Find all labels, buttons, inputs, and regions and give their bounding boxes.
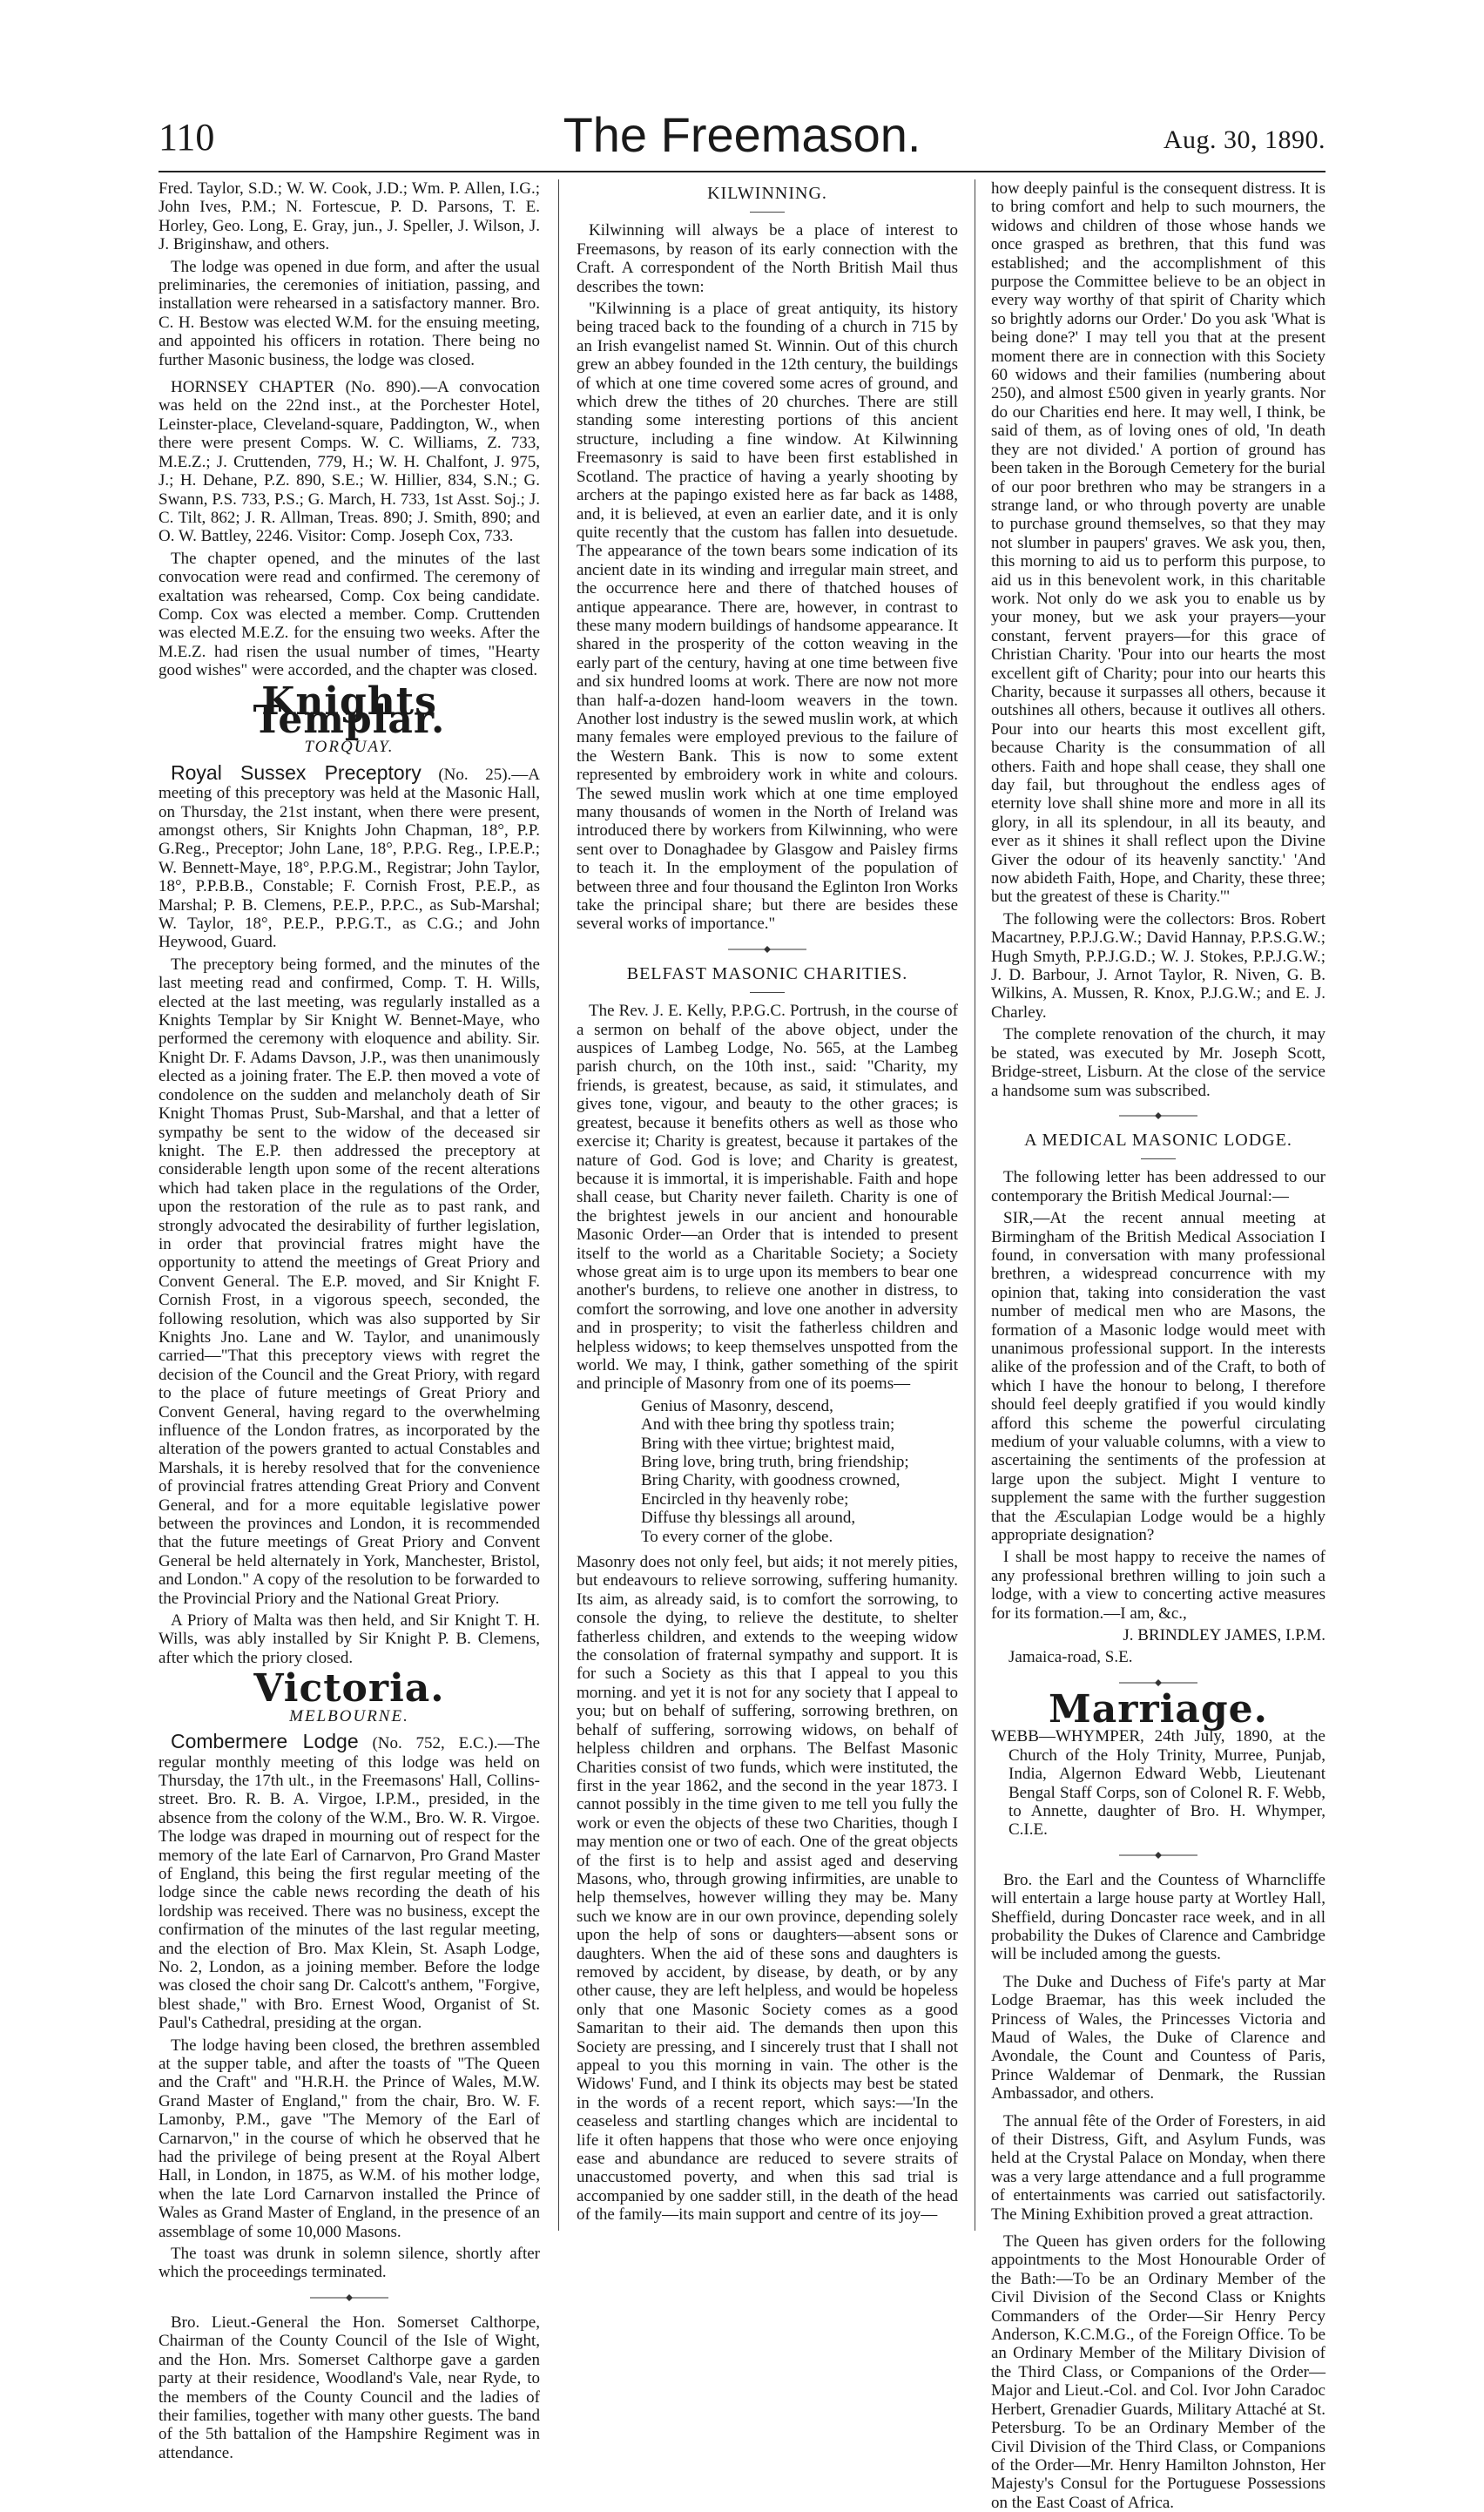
issue-date: Aug. 30, 1890. [1163,125,1325,154]
place-heading: MELBOURNE. [289,1706,409,1725]
lodge-name: Combermere Lodge [171,1730,359,1753]
letter-signature: J. BRINDLEY JAMES, I.P.M. [1123,1626,1325,1645]
masthead-rule [159,171,1325,172]
paragraph: The lodge having been closed, the brethren assembled at the supper table, and after the toasts of "The Queen and the Craft" and "H.R.H. the Prince of Wales, M.W. Grand Master of England," from the chair, Bro. W. F. Lamonby, P.M., gave "The Memory of the Earl of Carnarvon," in the course of which he observed that he had the privilege of being present at the Royal Albert Hall, in London, in 1875, as W.M. of his mother lodge, when the late Lord Carnarvon installed the Prince of Wales as Grand Master of England, in the presence of an assemblage of some 10,000 Masons. [159,2036,540,2241]
section-heading-marriage: Marriage. [1049,1686,1268,1732]
section-separator [1119,1850,1197,1860]
marriage-notice: WEBB—WHYMPER, 24th July, 1890, at the Church of the Holy Trinity, Murree, Punjab, India, Algernon Edward Webb, Lieutenant Bengal Staff Corps, son of Colonel R. F. Webb, to Annette, daughter of Bro. H. Whymper, C.I.E. [991,1727,1325,1840]
paragraph: how deeply painful is the consequent distress. It is to bring comfort and help to such mourners, the widows and children of those whose hands we once grasped as brethren, that this fund was established; and the accomplishment of this purpose the Committee believe to be an object in every way worthy of that spirit of Charity which so brightly adorns our Order.' Do you ask 'What is being done?' I may tell you that at the present moment there are in connection with this Society 60 widows and their families (numbering about 250), and almost £500 given in yearly grants. Nor do our Charities end here. It may well, I think, be said of them, as of loving ones of old, 'In death they are not divided.' A portion of ground has been taken in the Borough Cemetery for the burial of our poor brethren who may be strangers in a strange land, or who through poverty are unable to purchase ground themselves, so that they may not slumber in paupers' graves. We ask you, then, this morning to aid us to perform this purpose, to aid us in this benevolent work, in this charitable work. Not only do we ask you to enable us by your money, but we ask your prayers—your constant, fervent prayers—for this grace of Christian Charity. 'Pour into our hearts the most excellent gift of Charity; pour into our hearts this Charity, because it surpasses all others, because it outshines all others, because it outlives all others. Pour into our hearts this most excellent gift, because Charity is the consummation of all others. Faith and hope shall cease, they shall one day fail, but throughout the endless ages of eternity love shall shine more and more in all its glory, in all its splendour, in all its beauty, and ever as it shines it shall reflect upon the Divine Giver the odour of its heavenly sanctity.' 'And now abideth Faith, Hope, and Charity, these three; but the greatest of these is Charity.'" [991,179,1325,907]
lodge-name: Royal Sussex Preceptory [171,760,422,784]
paragraph: Kilwinning will always be a place of interest to Freemasons, by reason of its early connection with the Craft. A correspondent of the North British Mail thus describes the town: [577,221,958,296]
poem-line: And with thee bring thy spotless train; [641,1415,895,1435]
paragraph: The lodge was opened in due form, and after the usual preliminaries, the ceremonies of initiation, passing, and installation were rehearsed in a satisfactory manner. Bro. C. H. Bestow was elected W.M. for the ensuing meeting, and appointed his officers in rotation. There being no further Masonic business, the lodge was closed. [159,257,540,369]
section-heading-belfast-charities: BELFAST MASONIC CHARITIES. [626,963,908,983]
paragraph: SIR,—At the recent annual meeting at Birmingham of the British Medical Association I found, in conversation with many professional brethren, a widespread concurrence with my opinion that, taking into consideration the vast number of medical men who are Masons, the formation of a Masonic lodge would meet with unanimous professional support. In the interests alike of the profession and of the Craft, to both of which I have the honour to belong, I therefore should feel deeply gratified if you would kindly afford this scheme the powerful circulating medium of your valuable columns, with a view to ascertaining the sentiments of the profession at large upon the subject. Might I venture to supplement the same with the further suggestion that the Æsculapian Lodge would be a highly appropriate designation? [991,1209,1325,1545]
heading-rule [750,212,785,213]
column-3 [991,179,1325,2512]
poem-line: Bring with thee virtue; brightest maid, [641,1434,895,1453]
section-separator [310,2293,388,2303]
paragraph: A Priory of Malta was then held, and Sir Knight T. H. Wills, was ably installed by Sir Knight P. B. Clemens, after which the priory closed. [159,1611,540,1667]
section-separator [1119,1111,1197,1121]
poem-line: To every corner of the globe. [641,1527,833,1546]
poem-line: Bring Charity, with goodness crowned, [641,1471,901,1490]
heading-rule [750,992,785,993]
paragraph: Bro. Lieut.-General the Hon. Somerset Calthorpe, Chairman of the County Council of the Isle of Wight, and the Hon. Mrs. Somerset Calthorpe gave a garden party at their residence, Woodland's Vale, near Ryde, to the members of the County Council and the ladies of their families, together with many other guests. The band of the 5th battalion of the Hampshire Regiment was in attendance. [159,2313,540,2462]
paragraph: The toast was drunk in solemn silence, shortly after which the proceedings terminated. [159,2245,540,2282]
heading-rule [1141,1158,1176,1159]
paragraph: HORNSEY CHAPTER (No. 890).—A convocation was held on the 22nd inst., at the Porchester Hotel, Leinster-place, Cleveland-square, Paddington, W., when there were present Comps. W. C. Williams, Z. 733, M.E.Z.; J. Cruttenden, 779, H.; W. H. Chalfont, J. 975, J.; H. Dehane, P.Z. 890, S.E.; W. Hillier, 834, S.N.; G. Swann, P.S. 733, P.S.; G. March, H. 733, 1st Asst. Soj.; J. C. Tilt, 862; J. R. Allman, Treas. 890; J. Smith, 890; and O. W. Battley, 2246. Visitor: Comp. Joseph Cox, 733. [159,378,540,546]
paragraph: The Rev. J. E. Kelly, P.P.G.C. Portrush, in the course of a sermon on behalf of the above object, under the auspices of Lambeg Lodge, No. 565, at the Lambeg parish church, on the 10th inst., said: "Charity, my friends, is greatest, because, as said, it stimulates, and gives tone, vigour, and beauty to the other graces; is greatest, because it benefits others as well as those who exercise it; Charity is greatest, because it partakes of the nature of God. God is love; and Charity is greatest, because it is immortal, it is imperishable. Faith and hope shall cease, but Charity never faileth. Charity is one of the brightest jewels in our ancient and honourable Masonic Order—an Order that is intended to present itself to the world as a Charitable Society; a Society whose great aim is to urge upon its members to bear one another's burdens, to relieve one another in distress, to comfort the sorrowing, and love one another in adversity and in prosperity; to visit the fatherless children and helpless widows; to keep themselves unspotted from the world. We may, I think, gather something of the spirit and principle of Masonry from one of its poems— [577,1002,958,1394]
paragraph: (No. 752, E.C.).—The regular monthly meeting of this lodge was held on Thursday, the 17th ult., in the Freemasons' Hall, Collins-street. Bro. R. B. A. Virgoe, I.P.M., presided, in the absence from the colony of the W.M., Bro. W. R. Virgoe. The lodge was draped in mourning out of respect for the memory of the late Earl of Carnarvon, Pro Grand Master of England, this being the first regular meeting of the lodge since the cable news recording the death of his lordship was received. There was no business, except the confirmation of the minutes of the last regular meeting, and the election of Bro. Max Klein, St. Asaph Lodge, No. 2, London, as a joining member. Before the lodge was closed the choir sang Dr. Calcott's anthem, "Forgive, blest shade," with Bro. Ernest Wood, Organist of St. Paul's Cathedral, presiding at the organ. [159,1734,540,2033]
poem-line: Diffuse thy blessings all around, [641,1509,856,1528]
letter-address: Jamaica-road, S.E. [1008,1648,1133,1667]
poem-line: Genius of Masonry, descend, [641,1396,833,1415]
paragraph: Bro. the Earl and the Countess of Wharncliffe will entertain a large house party at Wortley Hall, Sheffield, during Doncaster race week, and in all probability the Dukes of Clarence and Cambridge will be included among the guests. [991,1870,1325,1964]
paragraph: The chapter opened, and the minutes of the last convocation were read and confirmed. The ceremony of exaltation was rehearsed, Comp. Cox being candidate. Comp. Cox was elected a member. Comp. Cruttenden was elected M.E.Z. for the ensuing two weeks. After the M.E.Z. had risen the usual number of times, "Hearty good wishes" were accorded, and the chapter was closed. [159,549,540,680]
paragraph: The following were the collectors: Bros. Robert Macartney, P.P.J.G.W.; David Hannay, P.P.S.G.W.; Hugh Smyth, P.P.J.G.D.; W. J. Stokes, P.P.J.G.W.; J. D. Barbour, J. Arnot Taylor, R. Niven, G. B. Wilkins, A. Mussen, R. Knox, P.J.G.W.; and E. J. Charley. [991,909,1325,1022]
section-separator [728,944,806,955]
column-1 [159,179,540,2462]
section-heading-victoria: Victoria. [253,1666,445,1712]
paragraph: "Kilwinning is a place of great antiquity, its history being traced back to the founding of a church in 715 by an Irish evangelist named St. Winnin. Out of this church grew an abbey founded in the 12th century, the buildings of which at one time covered some acres of ground, and which drew the tithes of 20 churches. There are still standing some interesting portions of this ancient structure, including a fine window. At Kilwinning Freemasonry is said to have been first established in Scotland. The practice of having a yearly shooting by archers at the papingo existed here as far back as 1488, and, it is believed, at even an earlier date, and it is only quite recently that the custom has fallen into desuetude. The appearance of the town bears some indication of its ancient date in its winding and irregular main street, and the occurrence here and there of thatched houses of antique appearance. There are, however, in contrast to these many modern buildings of handsome appearance. It shared in the prosperity of the cotton weaving in the early part of the century, having at one time between five and six hundred looms at work. There are now not more than half-a-dozen hand-loom weavers in the town. Another lost industry is the sewed muslin work, at which many females were employed previous to the failure of the Western Bank. This is now to some extent represented by embroidery work in white and colours. The sewed muslin work which at one time employed many thousands of women in the North of Ireland was introduced there by workers from Kilwinning, who were sent over to Donaghadee by Glasgow and Paisley firms to teach it. In the employment of the population of between three and four thousand the Eglinton Iron Works take the principal share; but there are besides these several works of importance." [577,300,958,934]
paragraph: Masonry does not only feel, but aids; it not merely pities, but endeavours to relieve sorrowing, suffering humanity. Its aim, as already said, is to comfort the sorrowing, to console the dying, to relieve the destitute, to shelter fatherless children, and extends to the weeping widow the consolation of fraternal sympathy and support. It is for such a Society as this that I appeal to you this morning. and yet it is not for any society that I appeal to you; but on behalf of suffering, sorrowing brethren, on behalf of suffering, sorrowing widows, on behalf of helpless children and orphans. The Belfast Masonic Charities consist of two funds, which were instituted, the first in the year 1862, and the second in the year 1873. I cannot possibly in the time given to me tell you fully the work or even the objects of these two Charities, though I may mention one or two of each. One of the great objects of the first is to help and assist aged and deserving Masons, who, through growing infirmities, are unable to help themselves, however willing they may be. Many such we know are in our own province, depending solely upon the help of sons or daughters—absent sons or daughters. When the aid of these sons and daughters is removed by accident, by disease, by death, or by any other cause, they are left helpless, and would be hopeless only that one Masonic Society comes as a good Samaritan to their aid. The demands then upon this Society are pressing, and I sincerely trust that I shall not appeal to you this morning in vain. The other is the Widows' Fund, and I think its objects may best be stated in the words of a recent report, which says:—'In the ceaseless and startling changes which are incidental to life it often happens that those who were once enjoying ease and abundance are reduced to severe straits of unaccustomed poverty, and when this sad trial is accompanied by one sadder still, in the death of the head of the family—its main support and centre of its joy— [577,1553,958,2225]
paragraph: The Queen has given orders for the following appointments to the Most Honourable Order of the Bath:—To be an Ordinary Member of the Civil Division of the Second Class or Knights Commanders of the Order—Sir Henry Percy Anderson, K.C.M.G., of the Foreign Office. To be an Ordinary Member of the Military Division of the Third Class, or Companions of the Order—Major and Lieut.-Col. and Col. Ivor John Caradoc Herbert, Grenadier Guards, Military Attaché at St. Petersburg. To be an Ordinary Member of the Civil Division of the Third Class, or Companions of the Order—Mr. Henry Hamilton Johnston, Her Majesty's Consul for the Portuguese Possessions on the East Coast of Africa. [991,2232,1325,2512]
section-heading-kilwinning: KILWINNING. [707,184,827,203]
column-rule [558,179,559,2231]
paragraph: I shall be most happy to receive the names of any professional brethren willing to join such a lodge, with a view to concerting active measures for its formation.—I am, &c., [991,1548,1325,1623]
column-2 [577,179,958,2231]
masthead [159,105,1325,171]
page-number: 110 [159,116,215,159]
poem-line: Bring love, bring truth, bring friendship; [641,1453,909,1471]
section-heading-medical-lodge: A MEDICAL MASONIC LODGE. [1024,1130,1292,1150]
section-heading-knights-templar: Knights Templar. [253,679,446,742]
place-heading: TORQUAY. [304,738,395,757]
paragraph: The annual fête of the Order of Foresters, in aid of their Distress, Gift, and Asylum Funds, was held at the Crystal Palace on Monday, when there was a very large attendance and a full programme of entertainments was carried out satisfactorily. The Mining Exhibition proved a great attraction. [991,2111,1325,2224]
poem [641,1397,958,1546]
paragraph: The preceptory being formed, and the minutes of the last meeting read and confirmed, Comp. T. H. Wills, elected at the last meeting, was regularly installed as a Knights Templar by Sir Knight W. Bennet-Maye, who performed the ceremony with eloquence and ability. Sir. Knight Dr. F. Adams Davson, J.P., was then unanimously elected as a joining frater. The E.P. then moved a vote of condolence on the sudden and melancholy death of Sir Knight Thomas Prust, Sub-Marshal, and that a letter of sympathy be sent to the widow of the deceased sir knight. The E.P. then addressed the preceptory at considerable length upon some of the recent alterations which had taken place in the regulations of the Order, upon the restoration of the rule as to past rank, and strongly advocated the desirability of further legislation, in order that provincial fratres might have the opportunity to attend the meetings of Great Priory and Convent General. The E.P. moved, and Sir Knight F. Cornish Frost, in a vigorous speech, seconded, the following resolution, which was also supported by Sir Knights Jno. Lane and W. Taylor, and unanimously carried—"That this preceptory views with regret the decision of the Council and the Great Priory, with regard to the place of future meetings of Great Priory and Convent General, having regard to the overwhelming influence of the London fratres, as incorporated by the alteration of the powers granted to actual Constables and Marshals, it is hereby resolved that for the convenience of provincial fratres attending Great Priory and Convent General, and for a more equitable legislative power between the provinces and London, it is recommended that the future meetings of Great Priory and Convent General be held alternately in York, Manchester, Bristol, and London." A copy of the resolution to be forwarded to the Provincial Priory and the National Great Priory. [159,955,540,1608]
publication-title: The Freemason. [563,107,921,162]
paragraph: The following letter has been addressed to our contemporary the British Medical Journal:— [991,1168,1325,1205]
paragraph: Fred. Taylor, S.D.; W. W. Cook, J.D.; Wm. P. Allen, I.G.; John Ives, P.M.; N. Fortescue, P. D. Parsons, T. E. Horley, Geo. Long, E. Gray, jun., J. Speller, J. Wilson, J. J. Briginshaw, and others. [159,179,540,254]
paragraph: The complete renovation of the church, it may be stated, was executed by Mr. Joseph Scott, Bridge-street, Lisburn. At the close of the service a handsome sum was subscribed. [991,1025,1325,1100]
paragraph: The Duke and Duchess of Fife's party at Mar Lodge Braemar, has this week included the Princess of Wales, the Princesses Victoria and Maud of Wales, the Duke of Clarence and Avondale, the Count and Countess of Paris, Prince Waldemar of Denmark, the Russian Ambassador, and others. [991,1972,1325,2103]
poem-line: Encircled in thy heavenly robe; [641,1489,849,1509]
paragraph: (No. 25).—A meeting of this preceptory was held at the Masonic Hall, on Thursday, the 21st instant, when there were present, amongst others, Sir Knights John Chapman, 18°, P.P. G.Reg., Preceptor; John Lane, 18°, P.P.G. Reg., I.P.E.P.; W. Bennett-Maye, 18°, P.P.G.M., Registrar; John Taylor, 18°, P.P.B.B., Constable; F. Cornish Frost, P.E.P., as Marshal; P. B. Clemens, P.E.P., P.P.C., as Sub-Marshal; W. Taylor, 18°, P.E.P., P.P.G.T., as C.G.; and John Heywood, Guard. [159,765,540,952]
